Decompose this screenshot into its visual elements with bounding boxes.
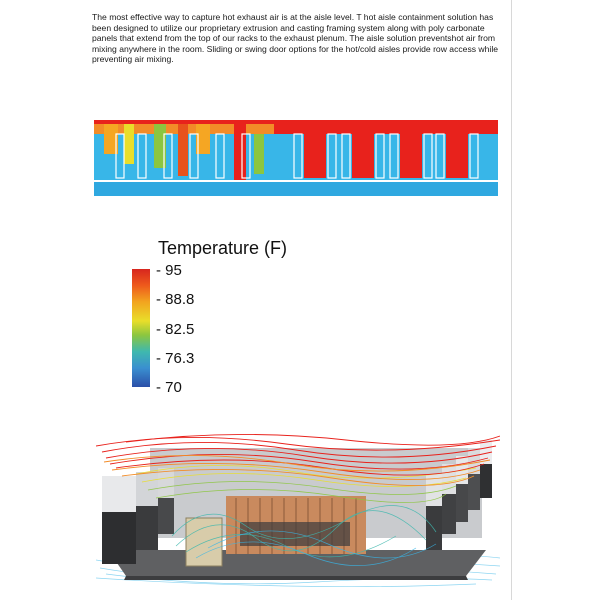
legend-tick-70: - 70: [156, 379, 182, 396]
page-edge-rule: [511, 0, 512, 600]
temperature-legend: [130, 238, 330, 398]
airflow-streamline-image: [96, 428, 500, 588]
legend-title: Temperature (F): [158, 238, 288, 258]
legend-color-bar: [132, 269, 150, 387]
intro-paragraph: The most effective way to capture hot exhaust air is at the aisle level. T hot aisle containment solution has been designed to utilize our proprietary extrusion and casting framing system along with poly carbonate panels that extend from the top of our racks to the exhaust plenum. The aisle solution preventshot air from mixing anywhere in the room. Sliding or swing door options for the hot/cold aisles provide row access while preventing air mixing.: [92, 12, 499, 65]
cfd-cross-section-image: [94, 120, 498, 196]
legend-tick-88-8: - 88.8: [156, 291, 195, 308]
legend-tick-95: - 95: [156, 262, 182, 279]
legend-tick-82-5: - 82.5: [156, 321, 195, 338]
legend-tick-76-3: - 76.3: [156, 350, 195, 367]
